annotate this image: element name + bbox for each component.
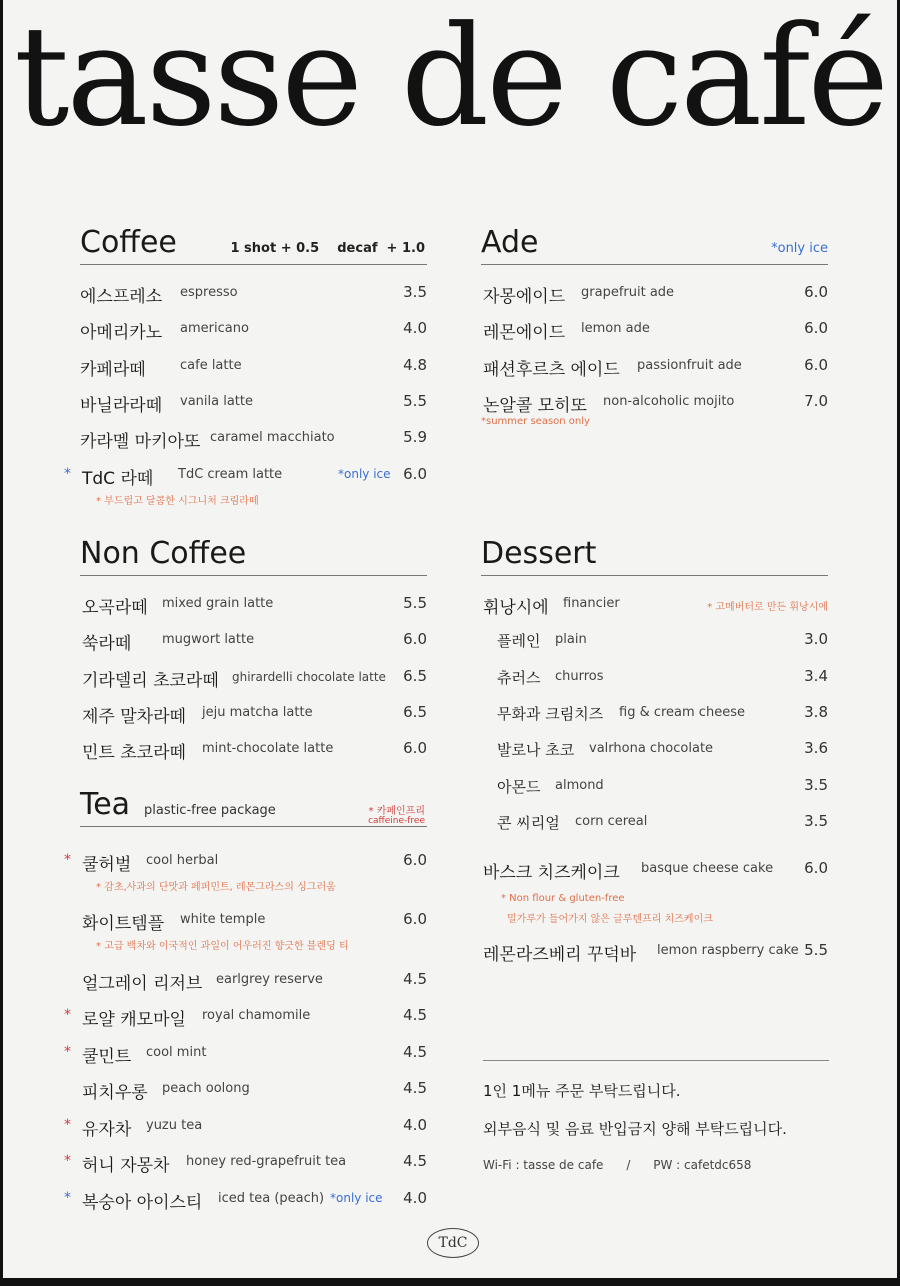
item-price: 3.5 [804, 776, 828, 794]
caffeine-free-legend-en: caffeine-free [368, 816, 425, 826]
item-price: 4.0 [403, 1116, 427, 1134]
menu-item [481, 738, 828, 764]
item-name-kr: 레몬에이드 [483, 323, 566, 343]
item-name-kr: 오곡라떼 [82, 598, 148, 618]
section-title: Non Coffee [80, 536, 247, 571]
section-title: Tea [80, 787, 131, 822]
menu-item [64, 1188, 427, 1214]
menu-item [80, 702, 427, 728]
section-title: Coffee [80, 225, 177, 260]
item-name-en: almond [555, 778, 604, 793]
item-price: 6.0 [804, 356, 828, 374]
item-note: * 고급 백차와 이국적인 과일이 어우러진 향긋한 블렌딩 티 [96, 941, 349, 952]
item-note: 밀가루가 들어가지 않은 글루텐프리 치즈케이크 [507, 914, 713, 925]
item-note: * 고메버터로 만든 휘낭시에 [707, 602, 828, 613]
item-price: 3.8 [804, 703, 828, 721]
wifi-info: Wi-Fi : tasse de cafe / PW : cafetdc658 [483, 1158, 752, 1172]
menu-item [80, 593, 427, 619]
menu-item [481, 775, 828, 801]
item-price: 4.5 [403, 1043, 427, 1061]
item-price: 5.5 [403, 594, 427, 612]
item-name-kr: 레몬라즈베리 꾸덕바 [483, 945, 637, 965]
section-subtitle: plastic-free package [144, 803, 276, 818]
item-name-kr: 기라델리 초코라떼 [82, 671, 219, 691]
item-name-en: mixed grain latte [162, 596, 274, 611]
item-name-kr: 츄러스 [497, 669, 541, 687]
item-name-en: valrhona chocolate [589, 741, 714, 756]
menu-item [80, 391, 427, 417]
item-price: 6.0 [804, 283, 828, 301]
only-ice-mark: * [64, 466, 71, 482]
footer-divider [483, 1060, 829, 1061]
menu-item [481, 391, 828, 417]
menu-item [80, 969, 427, 995]
section-tea [64, 786, 427, 1216]
menu-item [481, 666, 828, 692]
section-title: Ade [481, 225, 539, 260]
item-name-kr: 무화과 크림치즈 [497, 705, 604, 723]
item-name-kr: 쑥라떼 [82, 634, 132, 654]
menu-item [80, 427, 427, 453]
item-price: 7.0 [804, 392, 828, 410]
item-name-kr: 얼그레이 리저브 [82, 974, 203, 994]
item-price: 3.4 [804, 667, 828, 685]
menu-item [80, 355, 427, 381]
item-price: 5.5 [804, 941, 828, 959]
item-name-kr: 유자차 [82, 1120, 132, 1140]
item-name-en: churros [555, 669, 604, 684]
menu-item-financier [481, 593, 828, 619]
item-name-kr: 아몬드 [497, 778, 541, 796]
only-ice-mark: * [64, 1190, 71, 1206]
item-price: 6.0 [403, 465, 427, 483]
menu-sheet [3, 0, 897, 1278]
menu-item [80, 738, 427, 764]
section-title: Dessert [481, 536, 597, 571]
menu-item-basque [481, 858, 828, 884]
item-name-en: lemon raspberry cake [657, 943, 799, 958]
item-name-kr: 민트 초코라떼 [82, 743, 186, 763]
item-name-en: fig & cream cheese [619, 705, 745, 720]
item-name-en: basque cheese cake [641, 861, 774, 876]
item-price: 3.6 [804, 739, 828, 757]
item-price: 4.5 [403, 1152, 427, 1170]
item-name-en: cool herbal [146, 853, 219, 868]
menu-item [80, 282, 427, 308]
item-price: 4.5 [403, 1079, 427, 1097]
cafe-title: tasse de café [13, 0, 887, 157]
item-name-kr: TdC 라떼 [82, 469, 154, 489]
item-price: 5.5 [403, 392, 427, 410]
item-name-en: lemon ade [581, 321, 650, 336]
caffeine-free-legend: * 카페인프리 [368, 806, 425, 817]
item-name-en: espresso [180, 285, 238, 300]
shot-decaf-info: 1 shot + 0.5 decaf + 1.0 [230, 241, 425, 256]
menu-item [80, 318, 427, 344]
item-price: 6.0 [403, 910, 427, 928]
item-name-en: passionfruit ade [637, 358, 742, 373]
section-header [80, 535, 427, 576]
item-note: *summer season only [481, 416, 590, 427]
item-name-en: peach oolong [162, 1081, 250, 1096]
item-name-en: white temple [180, 912, 266, 927]
item-name-kr: 제주 말차라떼 [82, 707, 186, 727]
menu-item-lemon [481, 940, 828, 966]
menu-item [481, 811, 828, 837]
menu-item [481, 318, 828, 344]
section-header [481, 224, 828, 265]
item-name-en: financier [563, 596, 620, 611]
item-name-en: iced tea (peach) [218, 1191, 325, 1206]
menu-item [64, 1005, 427, 1031]
item-price: 6.5 [403, 667, 427, 685]
menu-item [481, 629, 828, 655]
menu-item [64, 850, 427, 876]
item-price: 4.5 [403, 970, 427, 988]
item-name-kr: 로얄 캐모마일 [82, 1010, 186, 1030]
item-name-kr: 발로나 초코 [497, 741, 575, 759]
item-name-en: cool mint [146, 1045, 207, 1060]
caffeine-free-mark: * [64, 852, 71, 868]
item-price: 6.5 [403, 703, 427, 721]
item-note: * 부드럽고 달콤한 시그니처 크림라떼 [96, 496, 259, 507]
only-ice-tag: *only ice [338, 467, 391, 481]
item-price: 4.8 [403, 356, 427, 374]
item-name-en: americano [180, 321, 249, 336]
item-name-en: plain [555, 632, 587, 647]
item-name-kr: 화이트템플 [82, 914, 165, 934]
item-name-kr: 카라멜 마키아또 [80, 432, 201, 452]
item-name-kr: 허니 자몽차 [82, 1156, 170, 1176]
item-name-en: grapefruit ade [581, 285, 675, 300]
menu-item [481, 282, 828, 308]
section-non-coffee [80, 535, 427, 765]
caffeine-free-mark: * [64, 1044, 71, 1060]
item-price: 3.5 [804, 812, 828, 830]
menu-item [80, 629, 427, 655]
item-name-en: corn cereal [575, 814, 648, 829]
only-ice-tag: *only ice [330, 1191, 383, 1205]
item-name-en: mint-chocolate latte [202, 741, 334, 756]
item-name-kr: 바스크 치즈케이크 [483, 863, 620, 883]
item-price: 6.0 [804, 859, 828, 877]
item-name-kr: 에스프레소 [80, 287, 163, 307]
item-name-en: caramel macchiato [210, 430, 335, 445]
item-name-kr: 복숭아 아이스티 [82, 1193, 203, 1213]
menu-item [64, 1115, 427, 1141]
item-price: 3.5 [403, 283, 427, 301]
section-ade [481, 224, 828, 434]
menu-item [64, 1151, 427, 1177]
menu-item [80, 1078, 427, 1104]
menu-item [481, 702, 828, 728]
section-coffee [64, 224, 427, 514]
item-name-en: vanila latte [180, 394, 253, 409]
item-price: 6.0 [804, 319, 828, 337]
item-price: 4.0 [403, 319, 427, 337]
item-name-en: royal chamomile [202, 1008, 311, 1023]
item-name-en: jeju matcha latte [202, 705, 313, 720]
menu-item [80, 909, 427, 935]
item-name-en: mugwort latte [162, 632, 255, 647]
section-header [80, 786, 427, 827]
item-name-kr: 카페라떼 [80, 360, 146, 380]
item-price: 5.9 [403, 428, 427, 446]
item-name-kr: 패션후르츠 에이드 [483, 360, 620, 380]
item-name-kr: 콘 씨리얼 [497, 814, 560, 832]
menu-item [80, 666, 427, 692]
item-price: 6.0 [403, 739, 427, 757]
outside-food-notice: 외부음식 및 음료 반입금지 양해 부탁드립니다. [483, 1120, 787, 1138]
item-name-kr: 플레인 [497, 632, 541, 650]
caffeine-free-mark: * [64, 1117, 71, 1133]
item-name-kr: 아메리카노 [80, 323, 163, 343]
section-header [80, 224, 427, 265]
item-name-en: TdC cream latte [178, 467, 283, 482]
item-name-kr: 바닐라라떼 [80, 396, 163, 416]
item-price: 6.0 [403, 851, 427, 869]
caffeine-free-mark: * [64, 1007, 71, 1023]
item-name-kr: 휘낭시에 [483, 598, 549, 618]
item-price: 4.0 [403, 1189, 427, 1207]
item-name-en: earlgrey reserve [216, 972, 323, 987]
item-price: 6.0 [403, 630, 427, 648]
item-name-kr: 쿨민트 [82, 1047, 132, 1067]
item-name-kr: 쿨허벌 [82, 855, 132, 875]
only-ice-tag: *only ice [771, 241, 828, 256]
item-name-en: non-alcoholic mojito [603, 394, 735, 409]
section-header [481, 535, 828, 576]
item-note: * Non flour & gluten-free [501, 893, 625, 904]
menu-item [64, 1042, 427, 1068]
menu-item [64, 464, 427, 490]
item-name-kr: 피치우롱 [82, 1083, 148, 1103]
menu-item [481, 355, 828, 381]
item-name-en: honey red-grapefruit tea [186, 1154, 347, 1169]
item-name-en: cafe latte [180, 358, 242, 373]
item-name-kr: 자몽에이드 [483, 287, 566, 307]
item-name-en: ghirardelli chocolate latte [232, 670, 386, 684]
item-note: * 감초,사과의 단맛과 페퍼민트, 레몬그라스의 싱그러움 [96, 882, 336, 893]
item-price: 4.5 [403, 1006, 427, 1024]
caffeine-free-mark: * [64, 1153, 71, 1169]
item-name-kr: 논알콜 모히또 [483, 396, 587, 416]
section-dessert [481, 535, 828, 975]
order-notice: 1인 1메뉴 주문 부탁드립니다. [483, 1082, 681, 1100]
item-name-en: yuzu tea [146, 1118, 203, 1133]
item-price: 3.0 [804, 630, 828, 648]
tdc-logo: TdC [427, 1228, 479, 1258]
